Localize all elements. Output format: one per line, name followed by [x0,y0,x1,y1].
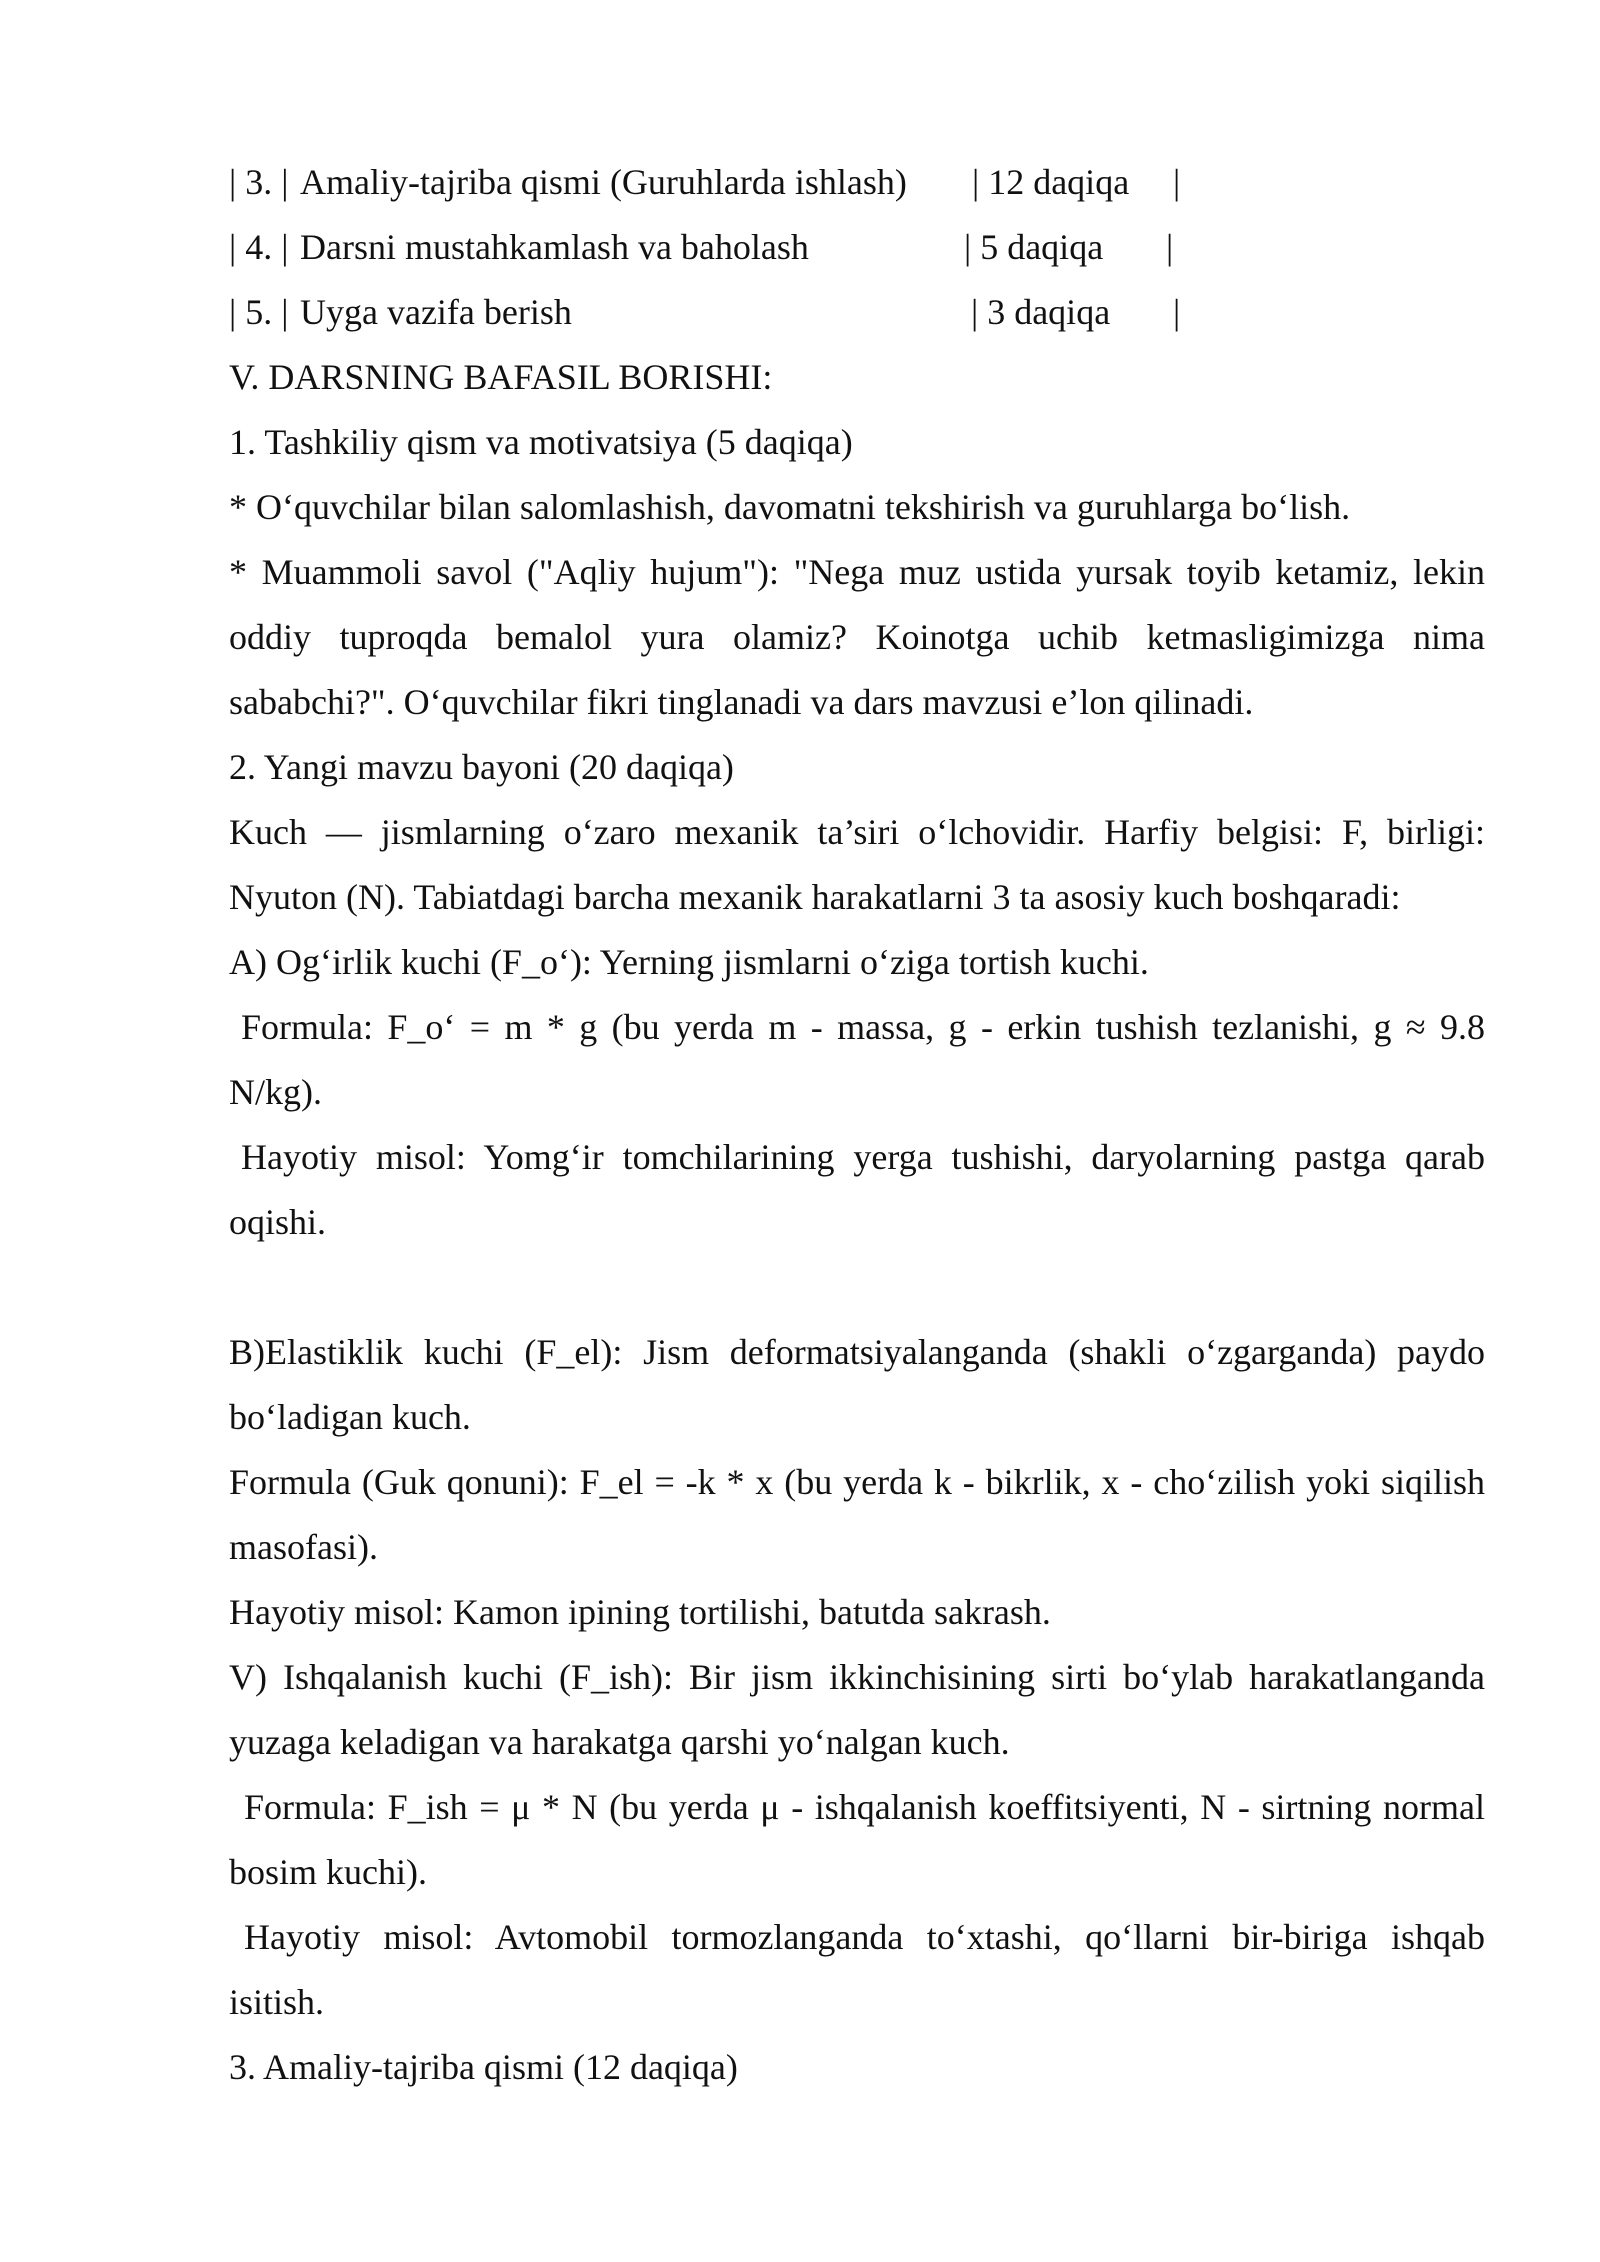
friction-formula: Formula: F_ish = μ * N (bu yerda μ - ishqalanish koeffitsiyenti, N - sirtning normal bosim kuchi). [229,1787,1485,1892]
friction-example: Hayotiy misol: Avtomobil tormozlanganda to‘xtashi, qo‘llarni bir-biriga ishqab isitish. [229,1917,1485,2022]
blank-line [229,1255,1485,1320]
table-cell-time: | 5 daqiqa [964,227,1104,267]
section-heading: V. DARSNING BAFASIL BORISHI: [229,357,773,397]
step2-intro: Kuch — jismlarning o‘zaro mexanik ta’siri o‘lchovidir. Harfiy belgisi: F, birligi: Nyuton (N). Tabiatdagi barcha mexanik harakatlarni 3 ta asosiy kuch boshqaradi: [229,812,1485,917]
table-cell-number: | 4. | [229,227,289,267]
step3-heading: 3. Amaliy-tajriba qismi (12 daqiqa) [229,2047,738,2087]
table-cell-number: | 5. | [229,292,289,332]
table-cell-title: Uyga vazifa berish [300,292,572,332]
step1-bullet-greeting: * O‘quvchilar bilan salomlashish, davomatni tekshirish va guruhlarga bo‘lish. [229,487,1351,527]
elastic-example: Hayotiy misol: Kamon ipining tortilishi, batutda sakrash. [229,1592,1051,1632]
table-cell-end: | [1173,292,1181,332]
step1-heading: 1. Tashkiliy qism va motivatsiya (5 daqiqa) [229,422,853,462]
table-cell-end: | [1166,227,1174,267]
table-cell-title: Darsni mustahkamlash va baholash [300,227,809,267]
table-row [229,215,1485,280]
document-body [229,150,1485,2100]
gravity-title: A) Og‘irlik kuchi (F_o‘): Yerning jismlarni o‘ziga tortish kuchi. [229,942,1149,982]
table-cell-time: | 3 daqiqa [971,292,1111,332]
gravity-example: Hayotiy misol: Yomg‘ir tomchilarining yerga tushishi, daryolarning pastga qarab oqishi. [229,1137,1485,1242]
table-row [229,150,1485,215]
elastic-formula: Formula (Guk qonuni): F_el = -k * x (bu yerda k - bikrlik, x - cho‘zilish yoki siqilish masofasi). [229,1462,1485,1567]
gravity-formula: Formula: F_o‘ = m * g (bu yerda m - massa, g - erkin tushish tezlanishi, g ≈ 9.8 N/kg). [229,1007,1485,1112]
step1-bullet-question: * Muammoli savol ("Aqliy hujum"): "Nega muz ustida yursak toyib ketamiz, lekin oddiy tuproqda bemalol yura olamiz? Koinotga uchib ketmasligimizga nima sababchi?". O‘quvchilar fikri tinglanadi va dars mavzusi e’lon qilinadi. [229,552,1485,722]
table-cell-time: | 12 daqiqa [972,162,1130,202]
friction-title: V) Ishqalanish kuchi (F_ish): Bir jism ikkinchisining sirti bo‘ylab harakatlanganda yuzaga keladigan va harakatga qarshi yo‘nalgan kuch. [229,1657,1485,1762]
step2-heading: 2. Yangi mavzu bayoni (20 daqiqa) [229,747,734,787]
table-cell-title: Amaliy-tajriba qismi (Guruhlarda ishlash) [300,162,907,202]
table-row [229,280,1485,345]
table-cell-number: | 3. | [229,162,289,202]
table-cell-end: | [1173,162,1181,202]
elastic-title: B)Elastiklik kuchi (F_el): Jism deformatsiyalanganda (shakli o‘zgarganda) paydo bo‘ladigan kuch. [229,1332,1485,1437]
